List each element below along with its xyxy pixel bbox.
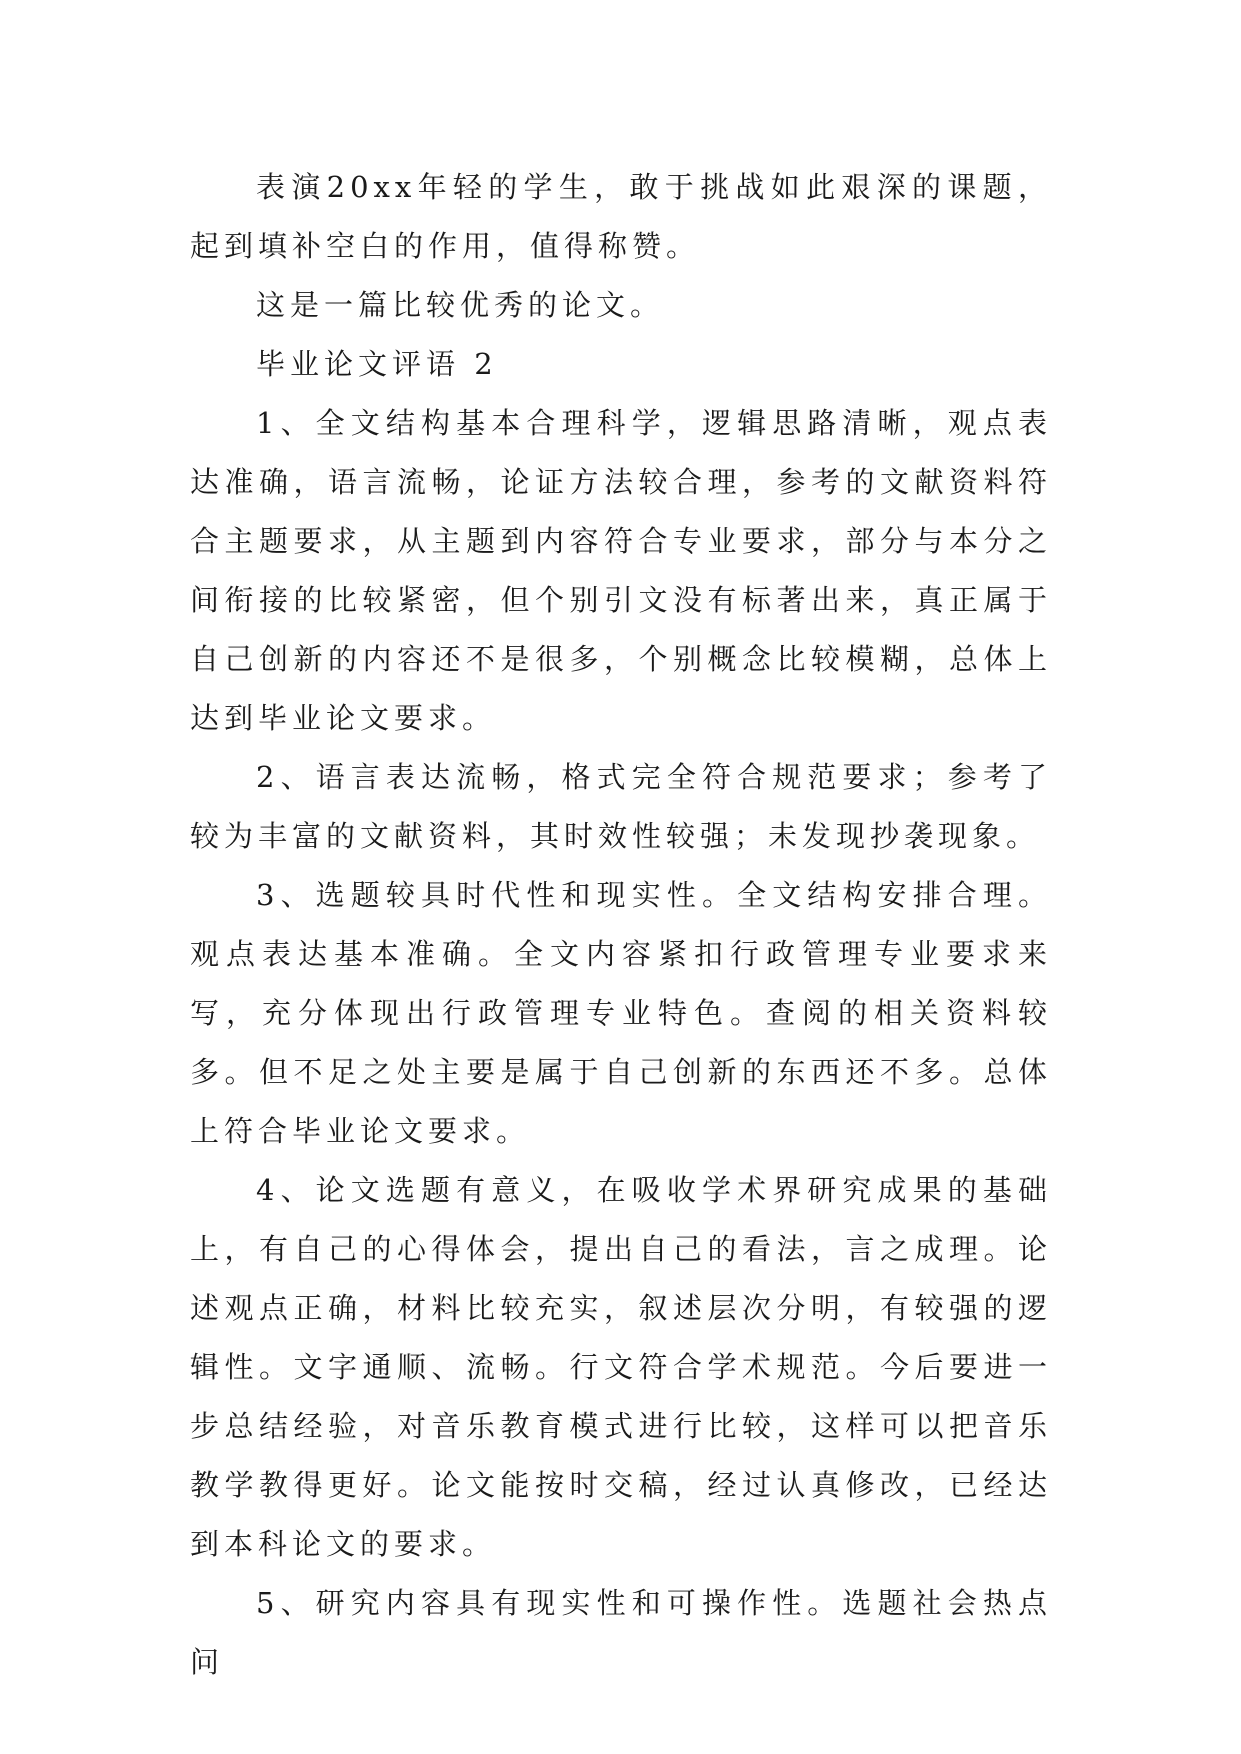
list-item-5: 5、研究内容具有现实性和可操作性。选题社会热点问 [190,1586,1052,1679]
list-item-4: 4、论文选题有意义，在吸收学术界研究成果的基础上，有自己的心得体会，提出自己的看法，言之成理。论述观点正确，材料比较充实，叙述层次分明，有较强的逻辑性。文字通顺、流畅。行文符合学术规范。今后要进一步总结经验，对音乐教育模式进行比较，这样可以把音乐教学教得更好。论文能按时交稿，经过认真修改，已经达到本科论文的要求。 [190,1173,1052,1561]
list-item-1: 1、全文结构基本合理科学，逻辑思路清晰，观点表达准确，语言流畅，论证方法较合理，参考的文献资料符合主题要求，从主题到内容符合专业要求，部分与本分之间衔接的比较紧密，但个别引文没有标著出来，真正属于自己创新的内容还不是很多，个别概念比较模糊，总体上达到毕业论文要求。 [190,406,1052,735]
list-item-3: 3、选题较具时代性和现实性。全文结构安排合理。观点表达基本准确。全文内容紧扣行政管理专业要求来写，充分体现出行政管理专业特色。查阅的相关资料较多。但不足之处主要是属于自己创新的东西还不多。总体上符合毕业论文要求。 [190,878,1052,1148]
paragraph-intro-continuation: 表演20xx年轻的学生，敢于挑战如此艰深的课题，起到填补空白的作用，值得称赞。 [190,170,1052,263]
document-body [190,158,1052,1692]
section-heading: 毕业论文评语 2 [256,347,498,381]
paragraph-summary: 这是一篇比较优秀的论文。 [256,288,665,322]
list-item-2: 2、语言表达流畅，格式完全符合规范要求；参考了较为丰富的文献资料，其时效性较强；未发现抄袭现象。 [190,760,1052,853]
